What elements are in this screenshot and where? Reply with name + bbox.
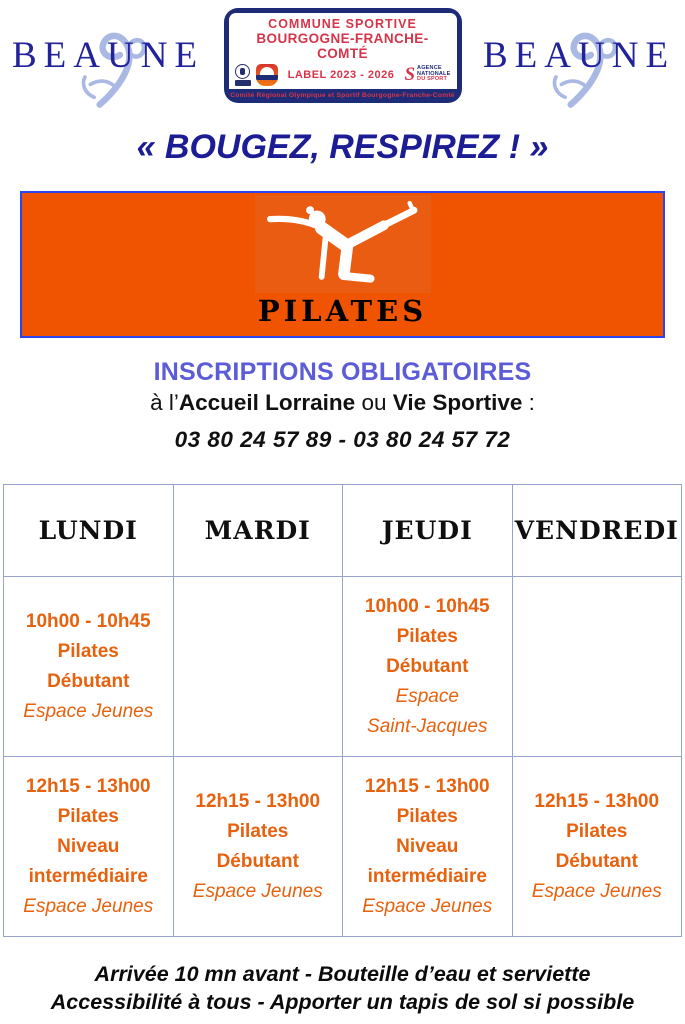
schedule-line: Pilates (57, 805, 119, 827)
schedule-line: Niveau (57, 835, 120, 857)
schedule-line: Saint-Jacques (367, 715, 488, 737)
schedule-line: intermédiaire (367, 865, 487, 887)
schedule-line: Espace Jeunes (531, 880, 662, 902)
ans-word-agence: AGENCE (417, 65, 442, 72)
cros-olympic-emblem-icon (235, 64, 251, 86)
schedule-cell (343, 757, 513, 937)
location-place1: Accueil Lorraine (178, 390, 356, 415)
schedule-line: 10h00 - 10h45 (25, 610, 151, 632)
schedule-line: 12h15 - 13h00 (364, 775, 490, 797)
badge-footer-text: Comité Régional Olympique et Sportif Bourgogne-Franche-Comté (230, 91, 455, 99)
badge-title-line2: BOURGOGNE-FRANCHE-COMTÉ (256, 30, 429, 61)
registration-heading: INSCRIPTIONS OBLIGATOIRES (153, 358, 532, 386)
schedule-line: Pilates (227, 820, 289, 842)
schedule-line: Espace Jeunes (23, 895, 154, 917)
beaune-logo-right (483, 34, 676, 77)
pilates-banner (20, 191, 665, 338)
schedule-header-row (4, 485, 682, 577)
schedule-line: 12h15 - 13h00 (25, 775, 151, 797)
schedule-day-header: LUNDI (4, 485, 174, 577)
registration-block (0, 358, 685, 453)
footer-note-line2: Accessibilité à tous - Apporter un tapis de sol si possible (50, 990, 635, 1014)
silhouette-patch (255, 195, 431, 293)
beaune-wordmark: BEAUNE (12, 34, 205, 76)
schedule-line: 10h00 - 10h45 (364, 595, 490, 617)
schedule-line: Débutant (386, 655, 469, 677)
schedule-line: Espace (395, 685, 459, 707)
phone-numbers: 03 80 24 57 89 - 03 80 24 57 72 (174, 427, 511, 452)
badge-title-line1: COMMUNE SPORTIVE (268, 16, 417, 31)
registration-location-line (0, 390, 685, 416)
schedule-line: Pilates (396, 625, 458, 647)
schedule-day-header: JEUDI (343, 485, 513, 577)
header (0, 0, 685, 104)
agence-nationale-sport-logo (404, 63, 451, 85)
schedule-cell (4, 757, 174, 937)
schedule-line: Pilates (57, 640, 119, 662)
schedule-line: Espace Jeunes (23, 700, 154, 722)
schedule-line: intermédiaire (28, 865, 148, 887)
schedule-line: Débutant (216, 850, 299, 872)
footer-notes (0, 960, 685, 1016)
schedule-cell (343, 577, 513, 757)
schedule-line: Espace Jeunes (192, 880, 323, 902)
location-middle: ou (355, 390, 393, 415)
schedule-line: Pilates (566, 820, 628, 842)
ans-s-icon: S (404, 63, 416, 85)
commune-sportive-badge (224, 8, 462, 103)
badge-logos-row (233, 61, 453, 87)
schedule-line: Débutant (555, 850, 638, 872)
schedule-cell (512, 577, 682, 757)
schedule-line: Pilates (396, 805, 458, 827)
banner-label: PILATES (257, 294, 428, 328)
cros-shield-icon (256, 64, 278, 86)
page-title: « BOUGEZ, RESPIREZ ! » (136, 128, 549, 166)
schedule-cell (4, 577, 174, 757)
schedule-cell (173, 757, 343, 937)
schedule-line: Niveau (396, 835, 459, 857)
schedule-row (4, 577, 682, 757)
badge-inner (229, 13, 457, 89)
schedule-line: Espace Jeunes (362, 895, 493, 917)
schedule-day-header: MARDI (173, 485, 343, 577)
beaune-logo-left (12, 34, 205, 77)
beaune-wordmark: BEAUNE (483, 34, 676, 76)
badge-label-text: LABEL 2023 - 2026 (287, 68, 395, 81)
schedule-line: 12h15 - 13h00 (195, 790, 321, 812)
location-suffix: : (522, 390, 535, 415)
schedule-cell (173, 577, 343, 757)
location-prefix: à l’ (150, 390, 179, 415)
schedule-line: Débutant (47, 670, 130, 692)
schedule-cell (512, 757, 682, 937)
schedule-row (4, 757, 682, 937)
ans-word-nationale: NATIONALE (417, 70, 451, 77)
footer-note-line1: Arrivée 10 mn avant - Bouteille d’eau et serviette (94, 962, 591, 986)
schedule-line: 12h15 - 13h00 (534, 790, 660, 812)
location-place2: Vie Sportive (392, 390, 523, 415)
pilates-silhouette-icon (263, 198, 423, 290)
schedule-table (3, 484, 682, 937)
schedule-day-header: VENDREDI (512, 485, 682, 577)
ans-word-du-sport: DU SPORT (417, 76, 448, 83)
